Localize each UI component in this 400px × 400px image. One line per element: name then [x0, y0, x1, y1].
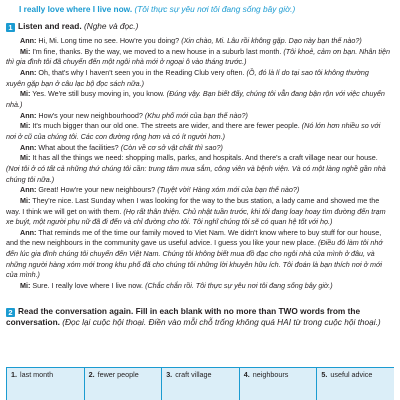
answer-text: fewer people: [97, 370, 139, 379]
section-number-badge: 2: [6, 308, 15, 317]
answer-table: [6, 367, 394, 400]
line-english: That reminds me of the time our family moved to Viet Nam. We didn't know where to buy stuff for our house, and the new neighbours in the community gave us useful advice. I guess you like your new place.: [6, 227, 382, 248]
dialogue: [6, 36, 390, 292]
dialogue-line: [6, 111, 390, 122]
dialogue-line: [6, 47, 390, 68]
line-english: Oh, that's why I haven't seen you in the Reading Club very often.: [38, 67, 245, 77]
line-english: Sure. I really love where I live now.: [32, 281, 144, 291]
lesson-title-vi: (Tôi thực sự yêu nơi tôi đang sống bây giờ.): [134, 4, 296, 14]
line-english: It's much bigger than our old one. The streets are wider, and there are fewer people.: [32, 121, 300, 131]
line-vietnamese: (Nơi tôi ở có tất cả những thứ chúng tôi cần: trung tâm mua sắm, công viên và bệnh viện. Và có một làng nghề gần nhà chúng tôi nữa.): [6, 163, 386, 184]
dialogue-line: [6, 153, 390, 185]
answer-number: 5.: [321, 370, 328, 379]
lesson-title-en: I really love where I live now.: [19, 4, 133, 14]
lesson-title: [19, 4, 391, 14]
dialogue-line: [6, 185, 390, 196]
section-heading-vi: (Đọc lại cuộc hội thoại. Điền vào mỗi chỗ trống không quá HAI từ trong cuộc hội thoại.): [62, 317, 381, 327]
line-english: Yes. We're still busy moving in, you know.: [32, 89, 165, 99]
line-vietnamese: (Ồ, đó là lí do tại sao tôi không thường xuyên gặp bạn ở câu lạc bộ đọc sách nữa.): [6, 67, 369, 88]
speaker-name: Mi:: [20, 281, 31, 291]
answer-text: last month: [20, 370, 54, 379]
answer-number: 4.: [243, 370, 250, 379]
dialogue-line: [6, 36, 390, 47]
section-2-heading: [6, 306, 390, 328]
answer-number: 3.: [166, 370, 173, 379]
dialogue-line: [6, 121, 390, 142]
answer-cell: [6, 367, 84, 400]
speaker-name: Mi:: [20, 46, 31, 56]
line-english: What about the facilities?: [38, 142, 119, 152]
line-vietnamese: (Họ rất thân thiện. Chủ nhật tuần trước, khi tôi đang loay hoay tìm đường đến trạm xe buýt, một người phụ nữ đã đi đến và chỉ đường cho tôi. Tôi nghĩ chúng tôi sẽ có quan hệ tốt với họ.): [6, 206, 386, 227]
line-english: Great! How're your new neighbours?: [38, 185, 156, 195]
speaker-name: Mi:: [20, 153, 31, 163]
speaker-name: Ann:: [20, 227, 37, 237]
speaker-name: Ann:: [20, 142, 37, 152]
speaker-name: Ann:: [20, 36, 37, 45]
answer-cell: [84, 367, 162, 400]
dialogue-line: [6, 196, 390, 228]
line-vietnamese: (Còn về cơ sở vật chất thì sao?): [120, 142, 223, 152]
line-vietnamese: (Tuyệt vời! Hàng xóm mới của bạn thế nào?): [157, 185, 300, 195]
line-english: How's your new neighbourhood?: [38, 110, 143, 120]
section-heading-en: Read the conversation again. Fill in each blank with no more than TWO words from the conversation.: [6, 306, 361, 327]
speaker-name: Mi:: [20, 89, 31, 99]
line-english: Hi, Mi. Long time no see. How're you doing?: [38, 36, 180, 45]
speaker-name: Mi:: [20, 195, 31, 205]
answer-text: craft village: [175, 370, 212, 379]
line-english: I'm fine, thanks. By the way, we moved to a new house in a suburb last month.: [32, 46, 282, 56]
answer-cell: [161, 367, 239, 400]
answer-text: neighbours: [252, 370, 289, 379]
dialogue-line: [6, 89, 390, 110]
answer-number: 1.: [11, 370, 17, 379]
answer-number: 2.: [88, 370, 95, 379]
answer-text: useful advice: [330, 370, 373, 379]
speaker-name: Mi:: [20, 121, 31, 131]
line-vietnamese: (Chắc chắn rồi. Tôi thực sự yêu nơi tôi đang sống bây giờ.): [145, 281, 333, 291]
section-heading-vi: (Nghe và đọc.): [83, 21, 139, 31]
speaker-name: Ann:: [20, 110, 37, 120]
answer-cell: [239, 367, 317, 400]
section-heading-en: Listen and read.: [18, 21, 82, 31]
section-number-badge: 1: [6, 23, 15, 32]
dialogue-line: [6, 68, 390, 89]
line-english: It has all the things we need: shopping malls, parks, and hospitals. And there's a craft village near our house.: [32, 153, 378, 163]
line-vietnamese: (Đúng vậy. Bạn biết đấy, chúng tôi vẫn đang bận rộn với việc chuyển nhà.): [6, 89, 385, 109]
line-vietnamese: (Khu phố mới của bạn thế nào?): [144, 110, 248, 120]
speaker-name: Ann:: [20, 67, 37, 77]
speaker-name: Ann:: [20, 185, 37, 195]
answer-cell: [316, 367, 394, 400]
line-vietnamese: (Điều đó làm tôi nhớ đến lúc gia đình chúng tôi chuyển đến Việt Nam. Chúng tôi không biết mua đồ đạc cho ngôi nhà của mình ở đâu, và những người hàng xóm mới trong khu phố đã cho chúng tôi những lời khuyên hữu ích. Tôi đoán là bạn thích nơi ở mới của mình.): [6, 238, 383, 280]
line-english: They're nice. Last Sunday when I was looking for the way to the bus station, a lady came and showed me the way. I think we will get on with them.: [6, 195, 380, 216]
line-vietnamese: (Tôi khoẻ, cảm ơn bạn. Nhân tiện thì gia đình tôi đã chuyển đến một ngôi nhà mới ở ngoại ô vào tháng trước.): [6, 46, 390, 67]
dialogue-line: [6, 228, 390, 281]
line-vietnamese: (Nó lớn hơn nhiều so với nơi ở cũ của chúng tôi. Các con đường rộng hơn và có ít người hơn.): [6, 121, 381, 141]
dialogue-line: [6, 143, 390, 154]
line-vietnamese: (Xin chào, Mi. Lâu rồi không gặp. Dạo này bạn thế nào?): [181, 36, 362, 45]
dialogue-line: [6, 281, 390, 292]
section-1-heading: [6, 21, 390, 32]
